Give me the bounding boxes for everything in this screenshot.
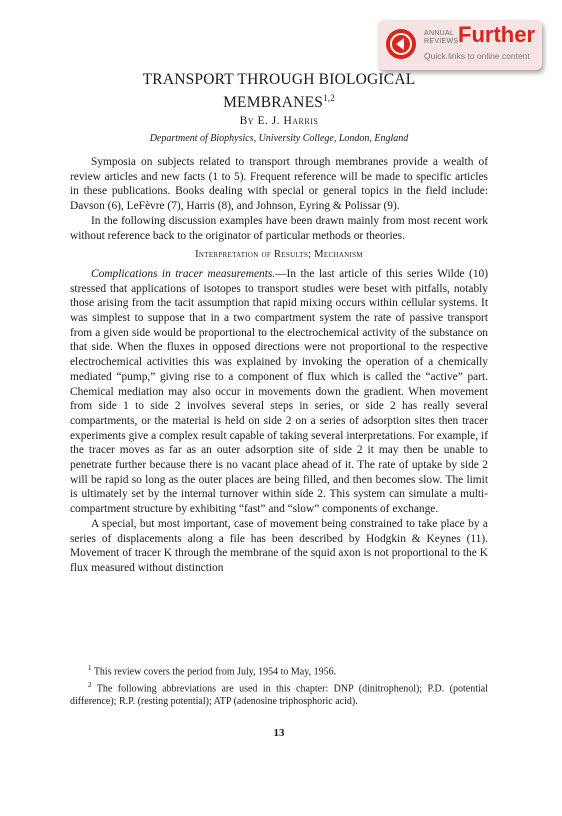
play-arrow-icon[interactable] (386, 29, 416, 59)
paragraph-4: A special, but most important, case of movement being constrained to take place by a series of displacements along a file has been described by Hodgkin & Keynes (11). Movement of tracer K through the membrane of the squid axon is not proportional to the K flux measured without distinction (70, 517, 488, 574)
title-line-2 (70, 89, 488, 112)
article-title (70, 70, 488, 112)
further-badge[interactable] (378, 20, 542, 70)
footnote-1-mark: 1 (88, 664, 92, 672)
footnotes (70, 662, 488, 708)
annual-reviews-label: ANNUAL REVIEWS (424, 30, 459, 45)
footnote-2-mark: 2 (88, 680, 92, 689)
author-affiliation: Department of Biophysics, University College, London, England (149, 133, 409, 144)
article-body (70, 155, 488, 576)
title-footnote-marks: 1,2 (323, 93, 335, 103)
footnote-1-text: This review covers the period from July, 1954 to May, 1956. (91, 666, 337, 678)
paragraph-2: In the following discussion examples have been drawn mainly from most recent work without reference back to the originator of particular methods or theories. (70, 214, 488, 242)
further-label[interactable]: Further (458, 22, 535, 47)
further-subtitle[interactable]: Quick links to online content (424, 51, 530, 61)
paragraph-3-text: —In the last article of this series Wilde (10) stressed that applications of isotopes to transport studies were beset with pitfalls, notably those arising from the tacit assumption that rapid mixing occurs within cellular systems. It was simplest to suppose that in a two compartment system the rate of passive transport from a given side would be proportional to the electrochemical activity of the substance on that side. When the fluxes in opposed directions were not proportional to the respective electrochemical activities this was explained by invoking the operation of a chemically mediated “pump,” giving rise to a component of flux which is called the “active” part. Chemical mediation may also occur in movements down the gradient. When movement from side 1 to side 2 involves several steps in series, or side 2 has really several compartments, or the material is held on side 2 on a series of adsorption sites then tracer experiments give a complex result capable of taking several interpretations. For example, if the tracer moves as far as an outer adsorption site of side 2 it may then be unable to penetrate further because there is no vacant place ahead of it. The rate of uptake by side 2 will be rapid so long as the outer places are being filled, and then becomes slow. The limit is ultimately set by the internal turnover within side 2. This system can simulate a multi-compartment structure by exhibiting “fast” and “slow” components of exchange. (70, 267, 488, 516)
page-number: 13 (273, 727, 285, 739)
footnote-2 (70, 679, 488, 709)
run-in-heading: Complications in tracer measurements. (91, 267, 276, 280)
paragraph-1: Symposia on subjects related to transport through membranes provide a wealth of review articles and new facts (1 to 5). Frequent reference will be made to specific articles in these publications. Books dealing with special or general topics in the field include: Davson (6), LeFèvre (7), Harris (8), and Johnson, Eyring & Polissar (9). (70, 156, 488, 213)
footnote-2-text: The following abbreviations are used in this chapter: DNP (dinitrophenol); P.D. (potential difference); R.P. (resting potential); ATP (adenosine triphosphoric acid). (70, 683, 488, 707)
paragraph-3 (70, 267, 488, 517)
author-byline: By E. J. Harris (239, 115, 319, 127)
title-line-2-text: MEMBRANES (223, 94, 324, 112)
footnote-1 (70, 662, 488, 679)
title-line-1: TRANSPORT THROUGH BIOLOGICAL (142, 71, 416, 88)
section-heading: Interpretation of Results; Mechanism (195, 249, 363, 261)
